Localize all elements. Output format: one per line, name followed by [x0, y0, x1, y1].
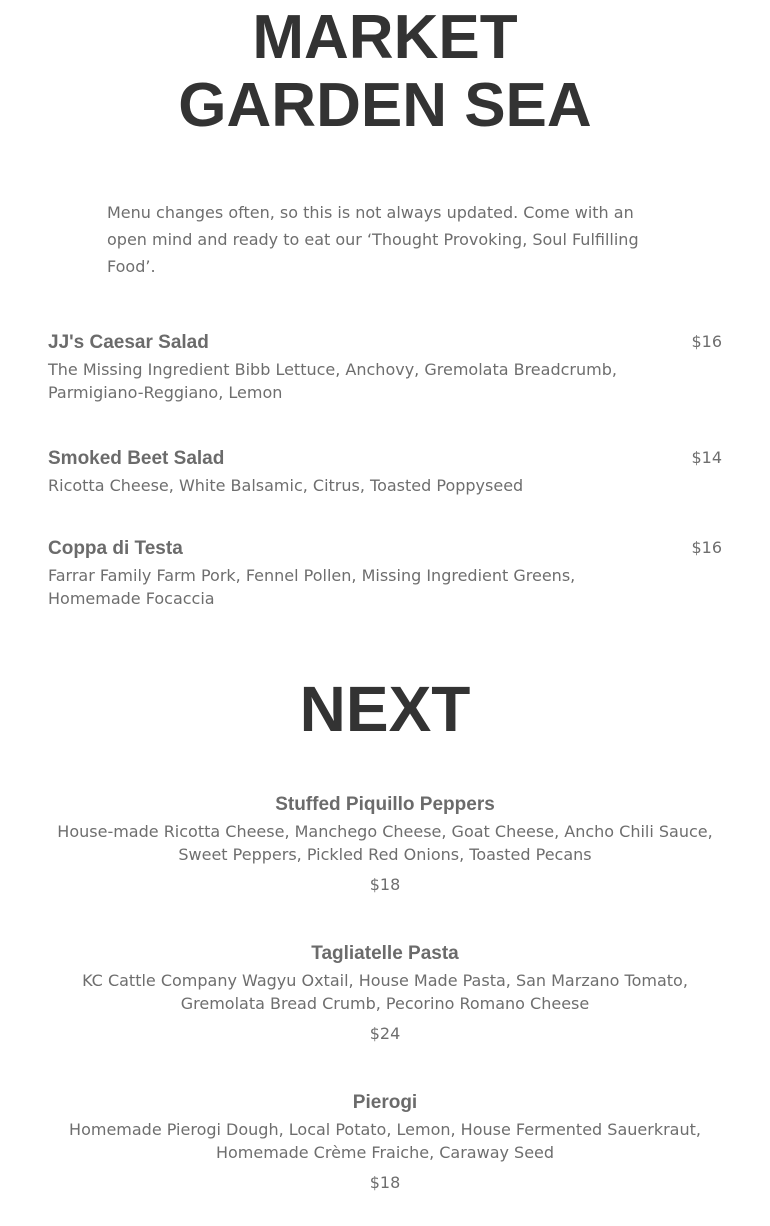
menu-item	[48, 330, 722, 404]
menu-item-description: KC Cattle Company Wagyu Oxtail, House Made Pasta, San Marzano Tomato, Gremolata Bread Crumb, Pecorino Romano Cheese	[82, 971, 688, 1013]
menu-item-description: House-made Ricotta Cheese, Manchego Cheese, Goat Cheese, Ancho Chili Sauce, Sweet Peppers, Pickled Red Onions, Toasted Pecans	[57, 822, 713, 864]
menu-item-price: $18	[369, 1173, 401, 1192]
menu-item-price: $18	[369, 875, 401, 894]
page-title-line-2: GARDEN SEA	[178, 71, 592, 140]
menu-item-description: Farrar Family Farm Pork, Fennel Pollen, Missing Ingredient Greens, Homemade Focaccia	[48, 566, 576, 608]
menu-item	[0, 792, 770, 897]
menu-item	[0, 1090, 770, 1195]
menu-item-description: Ricotta Cheese, White Balsamic, Citrus, Toasted Poppyseed	[48, 476, 524, 495]
menu-item-name: Tagliatelle Pasta	[311, 943, 459, 964]
menu-item-description: The Missing Ingredient Bibb Lettuce, Anchovy, Gremolata Breadcrumb, Parmigiano-Reggiano, Lemon	[48, 360, 617, 402]
menu-item-price: $16	[691, 538, 722, 557]
menu-item-price: $14	[691, 448, 722, 467]
menu-intro-text: Menu changes often, so this is not always updated. Come with an open mind and ready to eat our ‘Thought Provoking, Soul Fulfilling Food’.	[107, 203, 639, 276]
menu-item-price: $24	[369, 1024, 401, 1043]
menu-item-price: $16	[691, 332, 722, 351]
page-title-line-1: MARKET	[252, 3, 518, 72]
menu-item	[48, 446, 722, 497]
menu-item-description: Homemade Pierogi Dough, Local Potato, Lemon, House Fermented Sauerkraut, Homemade Crème Fraiche, Caraway Seed	[69, 1120, 701, 1162]
section-title-next: NEXT	[299, 673, 471, 745]
menu-item-name: JJ's Caesar Salad	[48, 332, 209, 353]
page-title	[0, 4, 770, 140]
next-section-menu-list	[0, 792, 770, 1195]
menu-item	[48, 536, 722, 610]
menu-item-name: Smoked Beet Salad	[48, 448, 225, 469]
menu-item-name: Stuffed Piquillo Peppers	[275, 794, 495, 815]
first-section-menu-list	[48, 330, 722, 610]
menu-item-name: Coppa di Testa	[48, 538, 183, 559]
menu-item-name: Pierogi	[352, 1092, 418, 1113]
menu-item	[0, 941, 770, 1046]
